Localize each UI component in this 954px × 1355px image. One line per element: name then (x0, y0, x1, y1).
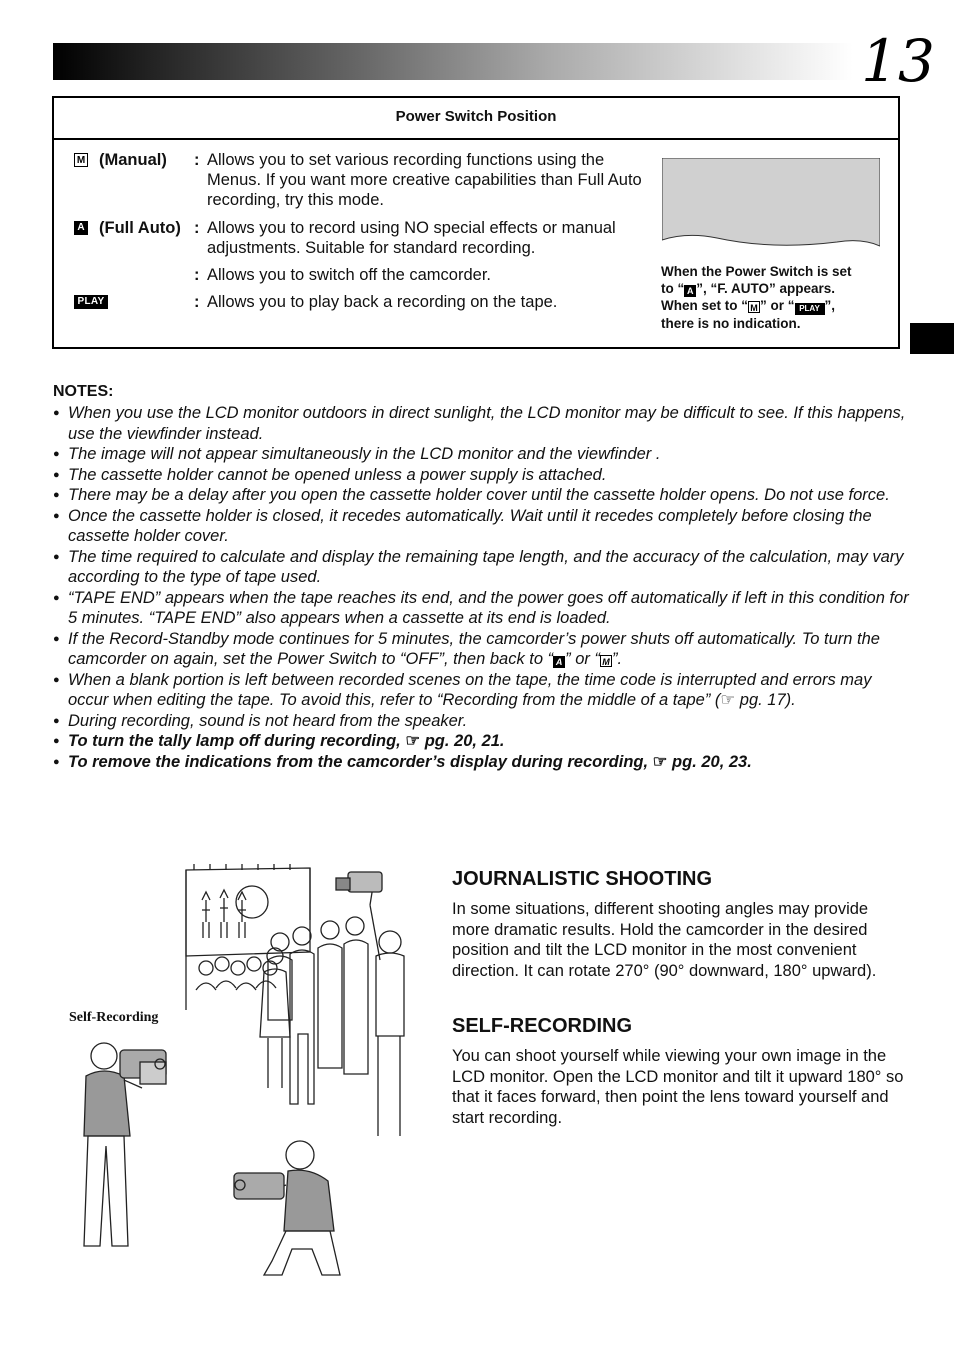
full-auto-mode-icon: A (553, 656, 565, 668)
note-item (53, 629, 913, 670)
note-item: ● “TAPE END” appears when the tape reaches its end, and the power goes off automatically if left in this condition for 5 minutes. “TAPE END” also appears when a cassette at its end is loaded. (53, 588, 913, 629)
note-text: ” or “ (565, 650, 600, 668)
play-mode-icon: PLAY (74, 295, 108, 309)
caption-line: there is no indication. (661, 316, 801, 331)
power-switch-table (52, 96, 900, 349)
lcd-caption (661, 263, 886, 332)
note-text: To turn the tally lamp off during recording, (68, 732, 406, 750)
caption-text: When set to “ (661, 298, 748, 313)
journalistic-shooting-illustration (180, 860, 420, 1150)
note-item: ● Once the cassette holder is closed, it recedes automatically. Wait until it recedes completely before closing the cassette holder cover. (53, 506, 913, 547)
note-text: To remove the indications from the camcorder’s display during recording, (68, 752, 653, 771)
self-recording-body: You can shoot yourself while viewing your own image in the LCD monitor. Open the LCD monitor and tilt it upward 180° so that it faces forward, then point the lens toward yourself and start recording. (452, 1047, 904, 1127)
self-recording-man-illustration (72, 1036, 182, 1266)
note-text: pg. 20, 23. (667, 752, 752, 771)
note-item (53, 731, 913, 752)
notes-title: NOTES: (53, 383, 114, 400)
note-text: If the Record-Standby mode continues for 5 minutes, the camcorder’s power shuts off automatically. To turn the camcorder on again, set the Power Switch to “OFF”, then back to “ (68, 629, 880, 668)
note-text: ”. (611, 650, 623, 668)
header-gradient-bar (53, 43, 853, 80)
pointing-hand-icon: ☞ (405, 732, 421, 750)
note-item (53, 752, 913, 773)
row-description: Allows you to set various recording functions using the Menus. If you want more creative capabilities than Full Auto recording, try this mode. (207, 151, 642, 209)
caption-text: to “ (661, 281, 685, 296)
caption-line (661, 297, 886, 315)
page-number: 13 (861, 27, 935, 95)
row-label: (Full Auto) (99, 219, 181, 237)
section-tab-marker (910, 323, 954, 354)
caption-line (661, 280, 886, 297)
self-recording-label: Self-Recording (69, 1010, 159, 1025)
row-description: Allows you to record using NO special effects or manual adjustments. Suitable for standard recording. (207, 219, 616, 257)
row-description: Allows you to switch off the camcorder. (207, 266, 491, 284)
note-item: ● When you use the LCD monitor outdoors in direct sunlight, the LCD monitor may be difficult to see. If this happens, use the viewfinder instead. (53, 403, 913, 444)
full-auto-mode-icon: A (74, 221, 88, 235)
journalistic-shooting-title: JOURNALISTIC SHOOTING (452, 868, 713, 890)
play-mode-icon: PLAY (795, 303, 825, 315)
self-recording-title: SELF-RECORDING (452, 1015, 632, 1037)
low-angle-shooting-illustration (230, 1135, 350, 1280)
note-item: ● There may be a delay after you open the cassette holder cover until the cassette holder opens. Do not use force. (53, 485, 913, 506)
pointing-hand-icon: ☞ (720, 691, 736, 709)
note-item: ● The cassette holder cannot be opened unless a power supply is attached. (53, 465, 913, 486)
manual-mode-icon: M (600, 655, 612, 667)
row-label: (Manual) (99, 151, 167, 169)
caption-text: ” or “ (760, 298, 795, 313)
row-colon: : (194, 219, 200, 237)
journalistic-shooting-body: In some situations, different shooting angles may provide more dramatic results. Hold the camcorder in the desired position and tilt the LCD monitor in the most convenient direction. It can rotate 270° (90° downward, 180° upward). (452, 900, 877, 980)
row-description: Allows you to play back a recording on the tape. (207, 293, 558, 311)
manual-mode-icon: M (748, 301, 760, 313)
row-colon: : (194, 151, 200, 169)
manual-mode-icon: M (74, 153, 88, 167)
pointing-hand-icon: ☞ (652, 752, 668, 771)
note-item: ● The time required to calculate and display the remaining tape length, and the accuracy of the calculation, may vary according to the type of tape used. (53, 547, 913, 588)
note-text: pg. 17). (735, 691, 796, 709)
caption-text: ”, (824, 298, 836, 313)
row-colon: : (194, 293, 200, 311)
note-item: ● The image will not appear simultaneously in the LCD monitor and the viewfinder . (53, 444, 913, 465)
caption-text: ”, “F. AUTO” appears. (696, 281, 836, 296)
row-colon: : (194, 266, 200, 284)
notes-list (53, 403, 913, 772)
note-text: When a blank portion is left between recorded scenes on the tape, the time code is interrupted and errors may occur when editing the tape. To avoid this, refer to “Recording from the middle of a tape” ( (68, 670, 872, 709)
full-auto-mode-icon: A (684, 285, 696, 297)
note-text: pg. 20, 21. (420, 732, 505, 750)
lcd-screen-illustration (662, 158, 880, 250)
note-item: ● During recording, sound is not heard from the speaker. (53, 711, 913, 732)
table-title: Power Switch Position (54, 98, 898, 140)
note-item (53, 670, 913, 711)
caption-line: When the Power Switch is set (661, 264, 852, 279)
